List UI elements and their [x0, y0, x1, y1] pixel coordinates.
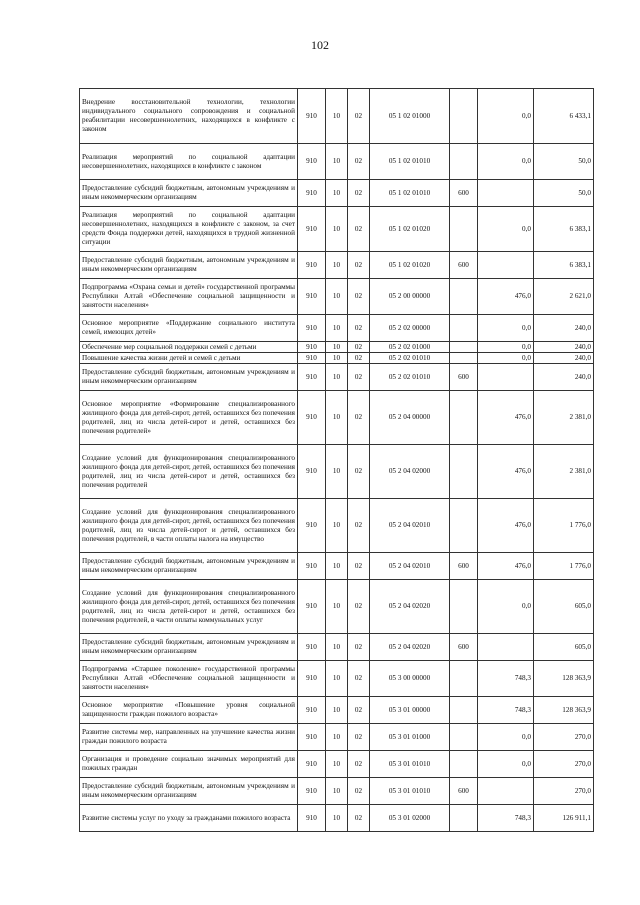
- row-pr: 02: [348, 778, 370, 805]
- row-ved: 910: [298, 207, 326, 252]
- row-value-1: 476,0: [478, 445, 534, 499]
- row-ved: 910: [298, 805, 326, 832]
- table-row: [80, 342, 594, 353]
- row-rz: 10: [326, 634, 348, 661]
- row-name: Внедрение восстановительной технологии, технологии индивидуального социального сопровождения и социальной реабилитации несовершеннолетних, находящихся в конфликте с законом: [80, 89, 298, 144]
- row-value-2: 240,0: [534, 353, 594, 364]
- row-pr: 02: [348, 180, 370, 207]
- row-value-2: 605,0: [534, 634, 594, 661]
- row-csr: 05 2 04 02010: [370, 499, 450, 553]
- row-pr: 02: [348, 89, 370, 144]
- row-value-2: 240,0: [534, 342, 594, 353]
- row-ved: 910: [298, 778, 326, 805]
- row-vr: [450, 661, 478, 697]
- row-ved: 910: [298, 391, 326, 445]
- row-ved: 910: [298, 661, 326, 697]
- row-pr: 02: [348, 724, 370, 751]
- row-name: Создание условий для функционирования специализированного жилищного фонда для детей-сирот, детей, оставшихся без попечения родителей, лиц из числа детей-сирот и детей, оставшихся без попечения родителей, в части оплаты налога на имущество: [80, 499, 298, 553]
- row-vr: 600: [450, 364, 478, 391]
- row-csr: 05 3 01 02000: [370, 805, 450, 832]
- row-value-2: 1 776,0: [534, 553, 594, 580]
- row-rz: 10: [326, 364, 348, 391]
- row-vr: [450, 279, 478, 315]
- row-csr: 05 3 01 01010: [370, 778, 450, 805]
- row-pr: 02: [348, 315, 370, 342]
- table-row: [80, 279, 594, 315]
- row-name: Реализация мероприятий по социальной адаптации несовершеннолетних, находящихся в конфликте с законом, за счет средств Фонда поддержки детей, находящихся в трудной жизненной ситуации: [80, 207, 298, 252]
- row-vr: [450, 89, 478, 144]
- row-rz: 10: [326, 207, 348, 252]
- row-rz: 10: [326, 445, 348, 499]
- row-value-2: 50,0: [534, 144, 594, 180]
- row-csr: 05 1 02 01020: [370, 252, 450, 279]
- row-rz: 10: [326, 805, 348, 832]
- row-value-2: 240,0: [534, 364, 594, 391]
- table-row: [80, 315, 594, 342]
- row-value-2: 2 621,0: [534, 279, 594, 315]
- row-ved: 910: [298, 580, 326, 634]
- row-vr: [450, 697, 478, 724]
- row-value-2: 270,0: [534, 724, 594, 751]
- row-vr: [450, 580, 478, 634]
- row-csr: 05 1 02 01000: [370, 89, 450, 144]
- row-rz: 10: [326, 89, 348, 144]
- row-csr: 05 2 02 01010: [370, 353, 450, 364]
- row-rz: 10: [326, 553, 348, 580]
- row-csr: 05 1 02 01010: [370, 180, 450, 207]
- row-ved: 910: [298, 353, 326, 364]
- row-rz: 10: [326, 353, 348, 364]
- row-pr: 02: [348, 279, 370, 315]
- row-vr: [450, 445, 478, 499]
- row-csr: 05 2 00 00000: [370, 279, 450, 315]
- row-name: Развитие системы мер, направленных на улучшение качества жизни граждан пожилого возраста: [80, 724, 298, 751]
- row-value-2: 128 363,9: [534, 697, 594, 724]
- row-ved: 910: [298, 697, 326, 724]
- page-number: 102: [311, 38, 329, 52]
- row-pr: 02: [348, 445, 370, 499]
- row-vr: 600: [450, 634, 478, 661]
- row-vr: [450, 751, 478, 778]
- row-vr: [450, 315, 478, 342]
- row-vr: 600: [450, 252, 478, 279]
- row-vr: 600: [450, 180, 478, 207]
- row-value-2: 2 381,0: [534, 391, 594, 445]
- row-value-1: 748,3: [478, 805, 534, 832]
- row-value-2: 6 433,1: [534, 89, 594, 144]
- row-value-1: [478, 364, 534, 391]
- row-vr: [450, 805, 478, 832]
- row-ved: 910: [298, 499, 326, 553]
- row-value-1: [478, 778, 534, 805]
- row-csr: 05 2 02 01000: [370, 342, 450, 353]
- row-rz: 10: [326, 751, 348, 778]
- row-name: Организация и проведение социально значимых мероприятий для пожилых граждан: [80, 751, 298, 778]
- row-rz: 10: [326, 342, 348, 353]
- row-value-1: 0,0: [478, 315, 534, 342]
- table-row: [80, 180, 594, 207]
- row-value-1: [478, 634, 534, 661]
- row-name: Основное мероприятие «Повышение уровня социальной защищенности граждан пожилого возраста»: [80, 697, 298, 724]
- table-row: [80, 697, 594, 724]
- row-value-1: 476,0: [478, 499, 534, 553]
- row-ved: 910: [298, 634, 326, 661]
- row-value-2: 270,0: [534, 778, 594, 805]
- row-rz: 10: [326, 144, 348, 180]
- row-pr: 02: [348, 144, 370, 180]
- row-ved: 910: [298, 342, 326, 353]
- table-row: [80, 364, 594, 391]
- table-row: [80, 353, 594, 364]
- row-value-1: 748,3: [478, 661, 534, 697]
- row-pr: 02: [348, 634, 370, 661]
- row-name: Подпрограмма «Старшее поколение» государственной программы Республики Алтай «Обеспечение социальной защищенности и занятости населения»: [80, 661, 298, 697]
- row-vr: [450, 724, 478, 751]
- row-value-1: 476,0: [478, 279, 534, 315]
- row-value-1: 0,0: [478, 144, 534, 180]
- row-rz: 10: [326, 252, 348, 279]
- row-value-1: 476,0: [478, 391, 534, 445]
- row-pr: 02: [348, 207, 370, 252]
- row-value-2: 6 383,1: [534, 252, 594, 279]
- row-rz: 10: [326, 315, 348, 342]
- row-csr: 05 2 02 00000: [370, 315, 450, 342]
- row-rz: 10: [326, 724, 348, 751]
- table-row: [80, 634, 594, 661]
- row-csr: 05 1 02 01010: [370, 144, 450, 180]
- table-row: [80, 751, 594, 778]
- row-csr: 05 2 02 01010: [370, 364, 450, 391]
- row-name: Основное мероприятие «Формирование специализированного жилищного фонда для детей-сирот, детей, оставшихся без попечения родителей, лиц из числа детей-сирот и детей, оставшихся без попечения родителей»: [80, 391, 298, 445]
- table-row: [80, 445, 594, 499]
- row-ved: 910: [298, 751, 326, 778]
- row-value-1: [478, 180, 534, 207]
- row-name: Реализация мероприятий по социальной адаптации несовершеннолетних, находящихся в конфликте с законом: [80, 144, 298, 180]
- row-rz: 10: [326, 580, 348, 634]
- row-pr: 02: [348, 342, 370, 353]
- budget-table: [79, 88, 594, 832]
- row-value-2: 50,0: [534, 180, 594, 207]
- row-name: Повышение качества жизни детей и семей с детьми: [80, 353, 298, 364]
- row-rz: 10: [326, 697, 348, 724]
- row-ved: 910: [298, 144, 326, 180]
- row-name: Предоставление субсидий бюджетным, автономным учреждениям и иным некоммерческим организациям: [80, 180, 298, 207]
- row-csr: 05 1 02 01020: [370, 207, 450, 252]
- row-value-2: 605,0: [534, 580, 594, 634]
- row-ved: 910: [298, 724, 326, 751]
- row-name: Создание условий для функционирования специализированного жилищного фонда для детей-сирот, детей, оставшихся без попечения родителей, лиц из числа детей-сирот и детей, оставшихся без попечения родителей: [80, 445, 298, 499]
- row-name: Создание условий для функционирования специализированного жилищного фонда для детей-сирот, детей, оставшихся без попечения родителей, лиц из числа детей-сирот и детей, оставшихся без попечения родителей, в части оплаты коммунальных услуг: [80, 580, 298, 634]
- row-name: Предоставление субсидий бюджетным, автономным учреждениям и иным некоммерческим организациям: [80, 634, 298, 661]
- row-value-1: 748,3: [478, 697, 534, 724]
- row-csr: 05 2 04 02020: [370, 580, 450, 634]
- row-value-1: 0,0: [478, 342, 534, 353]
- row-value-2: 240,0: [534, 315, 594, 342]
- row-pr: 02: [348, 580, 370, 634]
- row-csr: 05 2 04 00000: [370, 391, 450, 445]
- row-vr: 600: [450, 778, 478, 805]
- row-ved: 910: [298, 180, 326, 207]
- row-value-2: 1 776,0: [534, 499, 594, 553]
- row-name: Предоставление субсидий бюджетным, автономным учреждениям и иным некоммерческим организациям: [80, 778, 298, 805]
- row-csr: 05 2 04 02000: [370, 445, 450, 499]
- row-value-1: 0,0: [478, 724, 534, 751]
- row-vr: [450, 144, 478, 180]
- row-value-2: 128 363,9: [534, 661, 594, 697]
- row-pr: 02: [348, 661, 370, 697]
- row-vr: [450, 207, 478, 252]
- row-ved: 910: [298, 252, 326, 279]
- row-value-2: 126 911,1: [534, 805, 594, 832]
- row-name: Основное мероприятие «Поддержание социального института семей, имеющих детей»: [80, 315, 298, 342]
- row-ved: 910: [298, 553, 326, 580]
- row-value-2: 270,0: [534, 751, 594, 778]
- table-row: [80, 89, 594, 144]
- row-pr: 02: [348, 553, 370, 580]
- row-value-1: 0,0: [478, 207, 534, 252]
- row-pr: 02: [348, 364, 370, 391]
- row-csr: 05 3 00 00000: [370, 661, 450, 697]
- row-csr: 05 3 01 01000: [370, 724, 450, 751]
- row-value-1: 0,0: [478, 353, 534, 364]
- row-ved: 910: [298, 445, 326, 499]
- table-row: [80, 661, 594, 697]
- row-rz: 10: [326, 391, 348, 445]
- row-ved: 910: [298, 89, 326, 144]
- row-vr: [450, 353, 478, 364]
- row-vr: [450, 391, 478, 445]
- row-name: Предоставление субсидий бюджетным, автономным учреждениям и иным некоммерческим организациям: [80, 364, 298, 391]
- row-ved: 910: [298, 315, 326, 342]
- row-value-2: 6 383,1: [534, 207, 594, 252]
- table-row: [80, 391, 594, 445]
- row-ved: 910: [298, 364, 326, 391]
- row-name: Предоставление субсидий бюджетным, автономным учреждениям и иным некоммерческим организациям: [80, 553, 298, 580]
- row-pr: 02: [348, 391, 370, 445]
- row-name: Развитие системы услуг по уходу за гражданами пожилого возраста: [80, 805, 298, 832]
- row-pr: 02: [348, 252, 370, 279]
- table-row: [80, 805, 594, 832]
- row-rz: 10: [326, 778, 348, 805]
- row-ved: 910: [298, 279, 326, 315]
- row-value-1: 0,0: [478, 751, 534, 778]
- row-value-1: 0,0: [478, 89, 534, 144]
- table-row: [80, 778, 594, 805]
- row-value-1: [478, 252, 534, 279]
- row-csr: 05 2 04 02010: [370, 553, 450, 580]
- row-vr: [450, 499, 478, 553]
- row-pr: 02: [348, 697, 370, 724]
- table-row: [80, 724, 594, 751]
- table-row: [80, 580, 594, 634]
- row-csr: 05 2 04 02020: [370, 634, 450, 661]
- row-csr: 05 3 01 01010: [370, 751, 450, 778]
- row-pr: 02: [348, 353, 370, 364]
- row-name: Подпрограмма «Охрана семьи и детей» государственной программы Республики Алтай «Обеспечение социальной защищенности и занятости населения»: [80, 279, 298, 315]
- row-vr: [450, 342, 478, 353]
- row-pr: 02: [348, 805, 370, 832]
- row-pr: 02: [348, 499, 370, 553]
- row-rz: 10: [326, 499, 348, 553]
- row-value-2: 2 381,0: [534, 445, 594, 499]
- row-vr: 600: [450, 553, 478, 580]
- table-row: [80, 252, 594, 279]
- table-row: [80, 553, 594, 580]
- row-value-1: 476,0: [478, 553, 534, 580]
- row-rz: 10: [326, 180, 348, 207]
- row-name: Предоставление субсидий бюджетным, автономным учреждениям и иным некоммерческим организациям: [80, 252, 298, 279]
- table-row: [80, 499, 594, 553]
- row-pr: 02: [348, 751, 370, 778]
- row-rz: 10: [326, 279, 348, 315]
- table-row: [80, 207, 594, 252]
- row-csr: 05 3 01 00000: [370, 697, 450, 724]
- row-name: Обеспечение мер социальной поддержки семей с детьми: [80, 342, 298, 353]
- row-value-1: 0,0: [478, 580, 534, 634]
- row-rz: 10: [326, 661, 348, 697]
- table-row: [80, 144, 594, 180]
